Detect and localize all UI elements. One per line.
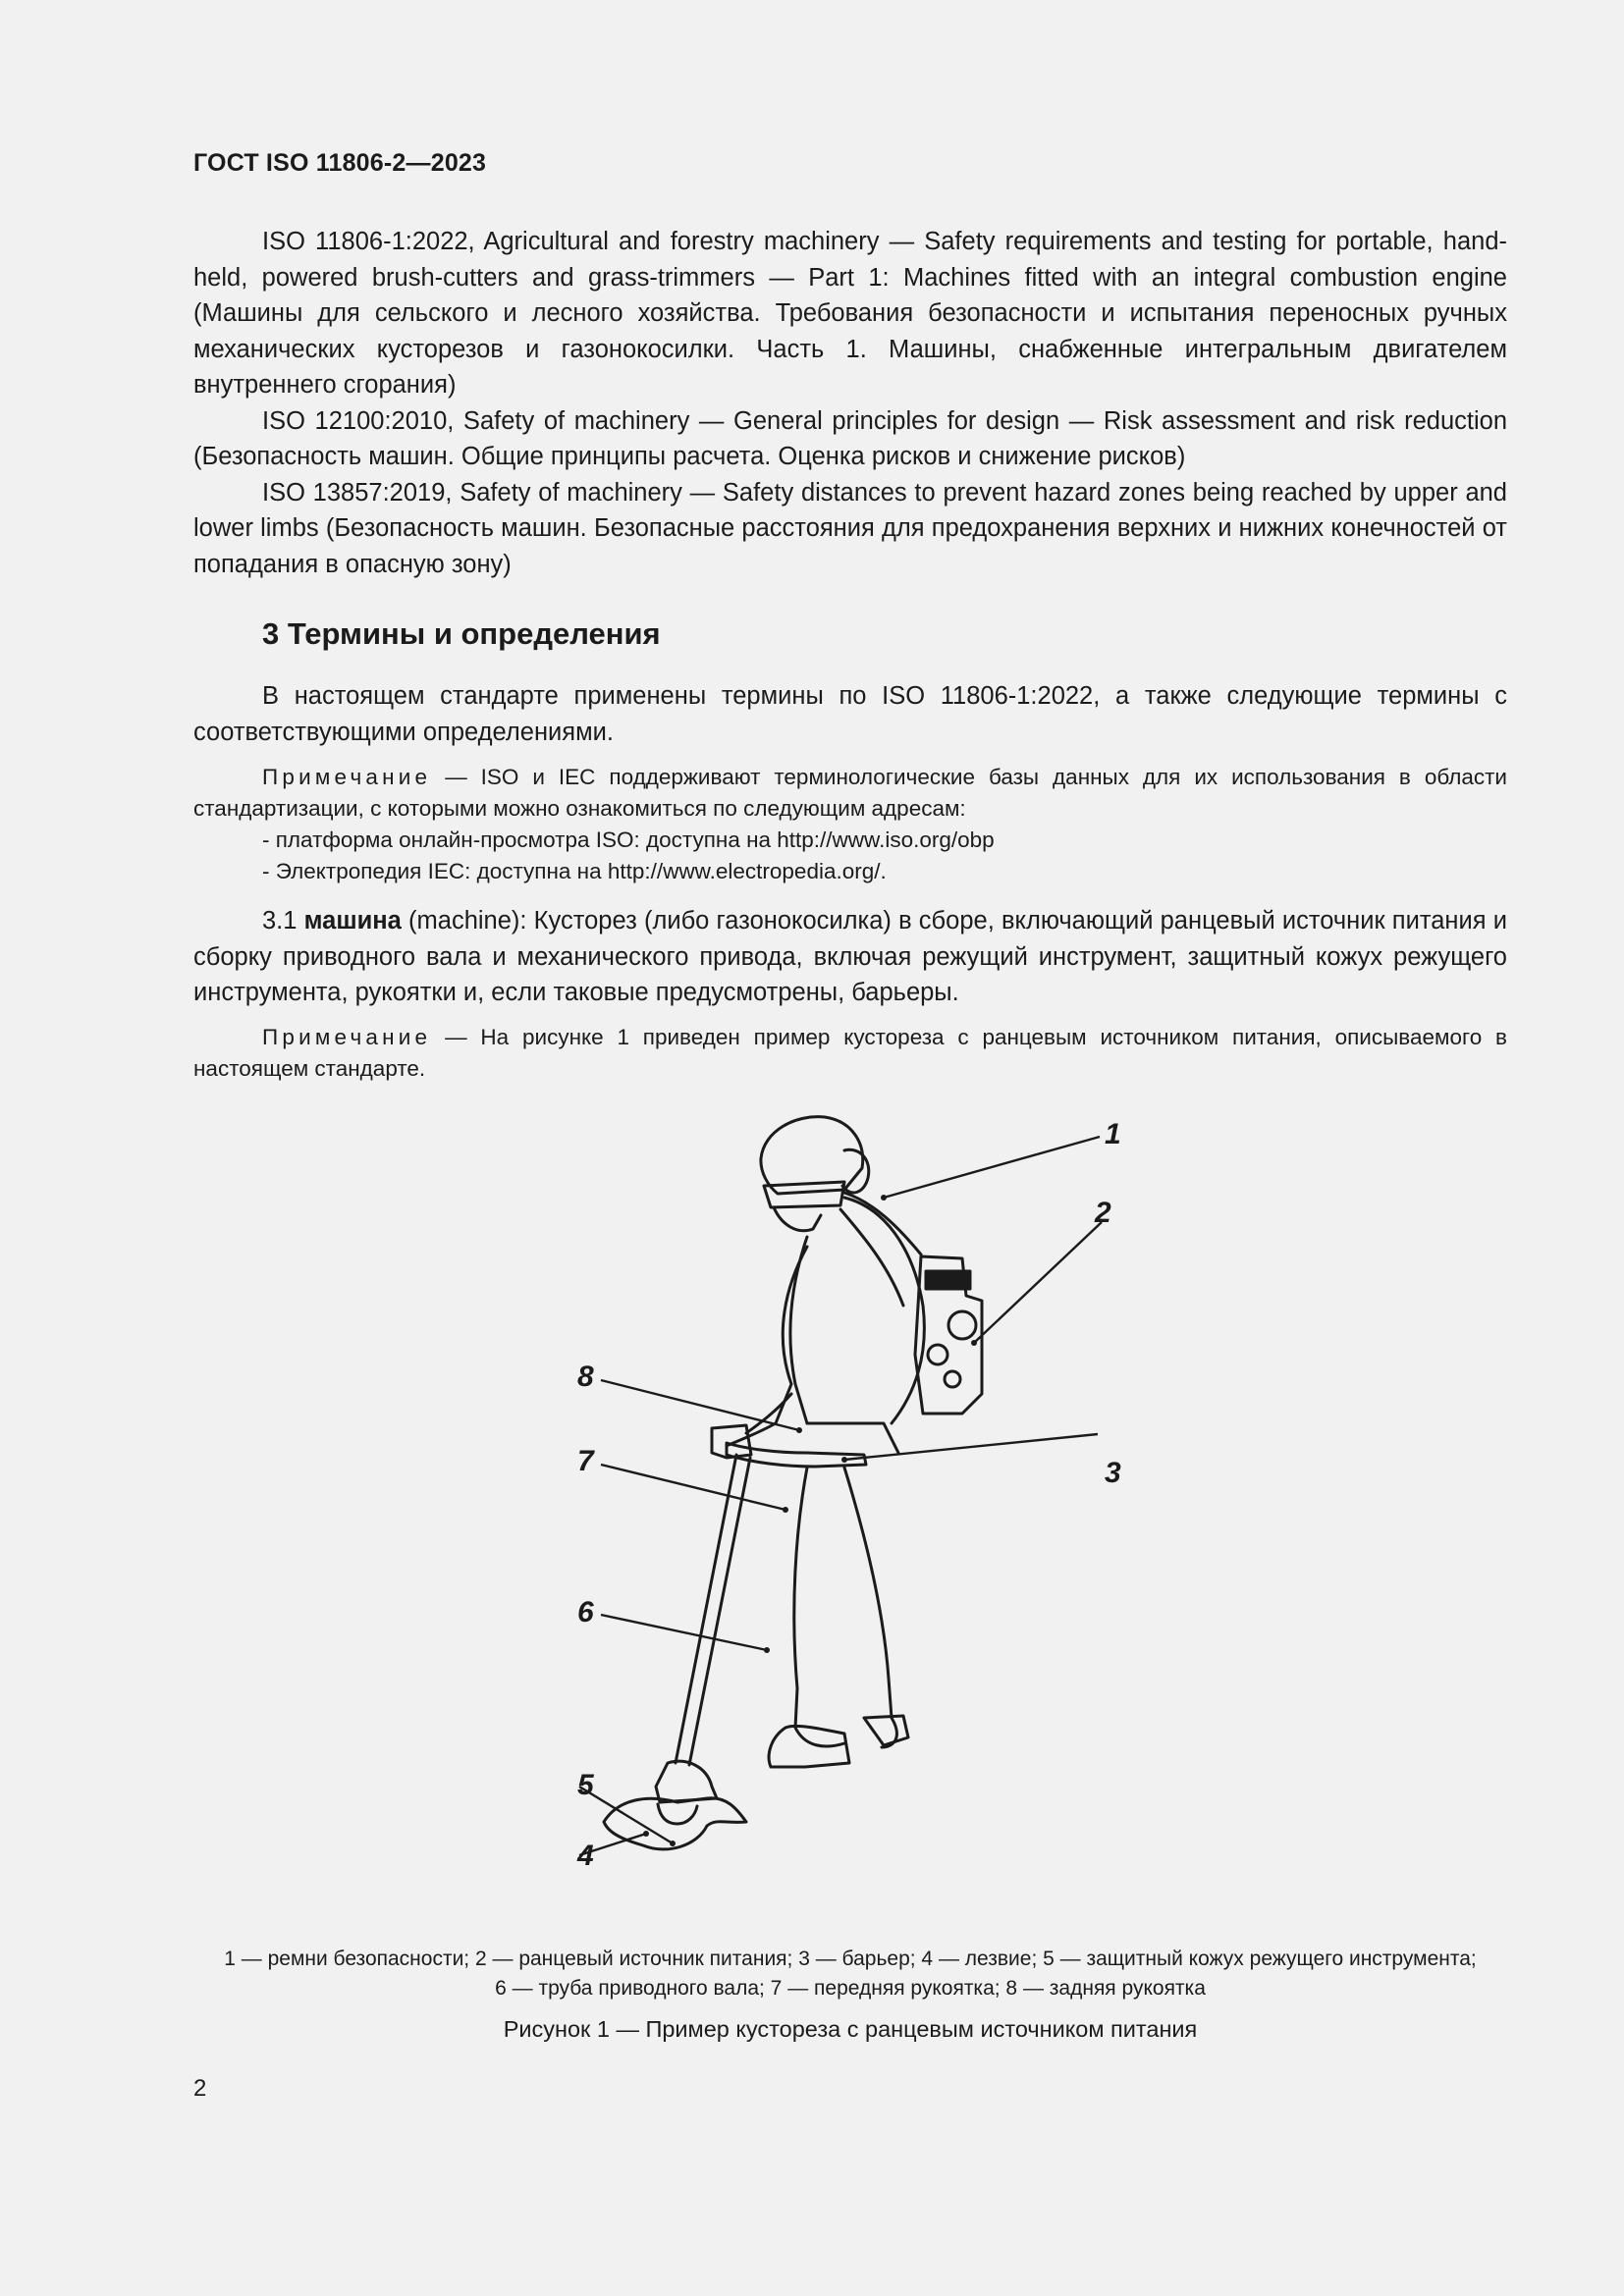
- leg-rear: [844, 1468, 896, 1747]
- shoe-rear: [864, 1716, 908, 1745]
- figure-label-1: 1: [1105, 1118, 1121, 1150]
- figure-label-8: 8: [577, 1361, 594, 1393]
- term-number: 3.1: [262, 907, 304, 934]
- note-label: Примечание: [262, 1025, 432, 1049]
- legend-line: 6 — труба приводного вала; 7 — передняя рукоятка; 8 — задняя рукоятка: [495, 1977, 1206, 2000]
- figure-label-3: 3: [1105, 1457, 1121, 1489]
- figure-label-7: 7: [577, 1445, 594, 1477]
- figure-label-4: 4: [577, 1840, 594, 1872]
- front-handle: [712, 1425, 751, 1458]
- leg-front: [794, 1468, 844, 1746]
- face: [774, 1207, 821, 1231]
- figure-caption: Рисунок 1 — Пример кустореза с ранцевым источником питания: [503, 2016, 1198, 2042]
- term-definition: [193, 903, 1507, 1011]
- pelvis: [807, 1423, 898, 1453]
- intro-paragraph: [193, 678, 1507, 750]
- document-header: ГОСТ ISO 11806-2—2023: [193, 149, 487, 177]
- figure-legend: [193, 1945, 1507, 2003]
- backpack-straps: [840, 1193, 921, 1306]
- normative-references: [193, 224, 1507, 582]
- section-heading: 3 Термины и определения: [262, 616, 661, 651]
- list-item: - платформа онлайн-просмотра ISO: доступна на http://www.iso.org/obp: [262, 828, 995, 852]
- note-text: — На рисунке 1 приведен пример кустореза с ранцевым источником питания, описываемого в настоящем стандарте.: [193, 1025, 1507, 1081]
- note-1: [193, 762, 1507, 825]
- list-item: - Электропедия IEC: доступна на http://www.electropedia.org/.: [262, 859, 887, 883]
- reference-item: ISO 11806-1:2022, Agricultural and forestry machinery — Safety requirements and testing for portable, hand-held, powered brush-cutters and grass-trimmers — Part 1: Machines fitted with an integral combustion engine (Машины для сельского и лесного хозяйства. Требования безопасности и испытания переносных ручных механических кусторезов и газонокосилки. Часть 1. Машины, снабженные интегральным двигателем внутреннего сгорания): [193, 228, 1507, 399]
- page-number: 2: [193, 2075, 207, 2102]
- note-2: [193, 1022, 1507, 1085]
- reference-item: ISO 12100:2010, Safety of machinery — General principles for design — Risk assessment and risk reduction (Безопасность машин. Общие принципы расчета. Оценка рисков и снижение рисков): [193, 406, 1507, 470]
- drive-shaft: [676, 1455, 750, 1765]
- reference-item: ISO 13857:2019, Safety of machinery — Safety distances to prevent hazard zones being reached by upper and lower limbs (Безопасность машин. Безопасные расстояния для предохранения верхних и нижних конечностей от попадания в опасную зону): [193, 478, 1507, 578]
- cutter-guard: [656, 1761, 717, 1802]
- figure-label-2: 2: [1095, 1197, 1111, 1229]
- term-text: (machine): Кусторез (либо газонокосилка) в сборе, включающий ранцевый источник питания и сборку приводного вала и механического привода, включая режущий инструмент, защитный кожух режущего инструмента, рукоятки и, если таковые предусмотрены, барьеры.: [193, 907, 1507, 1006]
- figure-label-5: 5: [577, 1769, 594, 1801]
- note-1-list: [262, 825, 995, 887]
- brushcutter-figure: [550, 1099, 1159, 1924]
- note-label: Примечание: [262, 765, 432, 789]
- note-text: — ISO и IEC поддерживают терминологические базы данных для их использования в области стандартизации, с которыми можно ознакомиться по следующим адресам:: [193, 765, 1507, 821]
- figure-label-6: 6: [577, 1596, 594, 1629]
- back: [844, 1198, 924, 1423]
- intro-text: В настоящем стандарте применены термины по ISO 11806-1:2022, а также следующие термины с соответствующими определениями.: [193, 682, 1507, 746]
- legend-line: 1 — ремни безопасности; 2 — ранцевый источник питания; 3 — барьер; 4 — лезвие; 5 — защитный кожух режущего инструмента;: [224, 1948, 1477, 1970]
- term-name: машина: [303, 907, 402, 934]
- visor: [764, 1182, 844, 1207]
